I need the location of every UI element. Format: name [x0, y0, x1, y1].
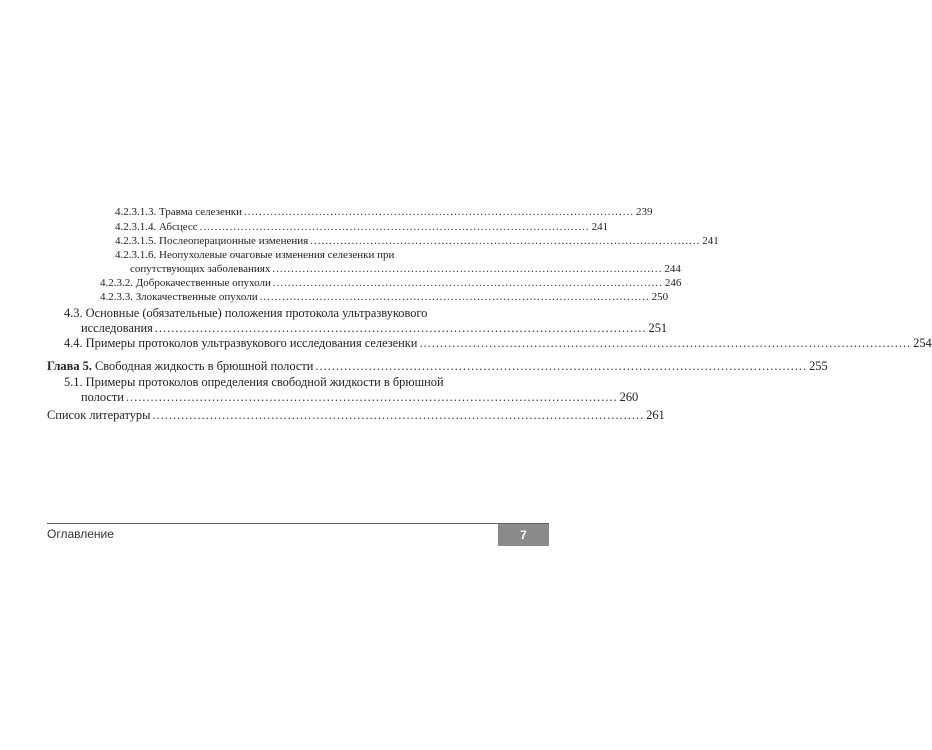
- toc-entry-title-continued: полости: [81, 390, 124, 404]
- toc-entry-title[interactable]: 4.2.3.1.6. Неопухолевые очаговые изменения селезенки при: [115, 249, 395, 261]
- leader-dots: ........................................................................................................: [310, 235, 701, 247]
- toc-entry[interactable]: [100, 290, 669, 304]
- leader-dots: ........................................................................................................................: [315, 359, 808, 373]
- toc-entry-title-continued: исследования: [81, 321, 153, 335]
- toc-entry-title: 4.2.3.1.4. Абсцесс: [115, 221, 198, 233]
- toc-entry-page: 255: [809, 359, 828, 373]
- toc-entry-page: 254: [913, 336, 932, 350]
- toc-chapter-entry[interactable]: [47, 358, 828, 374]
- footer-divider: [47, 523, 549, 524]
- toc-entry-page: 251: [648, 321, 668, 335]
- toc-entry-title: 4.2.3.1.5. Послеоперационные изменения: [115, 235, 309, 247]
- toc-entry-page: 241: [702, 235, 719, 247]
- toc-entry-title[interactable]: 4.3. Основные (обязательные) положения протокола ультразвукового: [64, 306, 428, 320]
- leader-dots: ........................................................................................................................: [152, 408, 645, 422]
- toc-entry-title: Свободная жидкость в брюшной полости: [95, 359, 314, 373]
- toc-entry-page: 260: [619, 390, 639, 404]
- toc-entry-title-continued: сопутствующих заболеваниях: [130, 263, 271, 275]
- toc-entry-title: 4.2.3.1.3. Травма селезенки: [115, 206, 242, 218]
- leader-dots: ........................................................................................................: [259, 291, 650, 303]
- leader-dots: ........................................................................................................: [272, 277, 663, 289]
- toc-entry[interactable]: [115, 205, 653, 219]
- toc-entry-page: 250: [651, 291, 669, 303]
- page-number-badge: 7: [498, 524, 549, 546]
- chapter-label: Глава 5.: [47, 359, 92, 373]
- leader-dots: ........................................................................................................: [199, 221, 590, 233]
- toc-entry-title: 4.4. Примеры протоколов ультразвукового исследования селезенки: [64, 336, 418, 350]
- toc-entry-page: 261: [646, 408, 665, 422]
- toc-entry-page: 241: [591, 221, 609, 233]
- toc-entry-page: 239: [635, 206, 653, 218]
- toc-entry[interactable]: [115, 220, 609, 234]
- toc-entry[interactable]: [81, 389, 639, 405]
- leader-dots: ........................................................................................................................: [125, 390, 618, 404]
- leader-dots: ........................................................................................................................: [154, 321, 647, 335]
- leader-dots: ........................................................................................................................: [419, 336, 912, 350]
- leader-dots: ........................................................................................................: [243, 206, 634, 218]
- toc-entry[interactable]: [47, 407, 665, 423]
- toc-entry-title[interactable]: 5.1. Примеры протоколов определения свободной жидкости в брюшной: [64, 375, 444, 389]
- toc-entry[interactable]: [130, 262, 681, 276]
- toc-entry-title: 4.2.3.3. Злокачественные опухоли: [100, 291, 258, 303]
- footer-section-title: Оглавление: [47, 527, 114, 541]
- toc-entry[interactable]: [81, 320, 668, 336]
- toc-entry-title: Список литературы: [47, 408, 151, 422]
- toc-entry[interactable]: [100, 276, 682, 290]
- leader-dots: ........................................................................................................: [272, 263, 663, 275]
- toc-entry[interactable]: [115, 234, 719, 248]
- toc-entry-title: 4.2.3.2. Доброкачественные опухоли: [100, 277, 271, 289]
- toc-entry[interactable]: [64, 335, 932, 351]
- toc-entry-page: 244: [664, 263, 681, 275]
- toc-entry-page: 246: [664, 277, 682, 289]
